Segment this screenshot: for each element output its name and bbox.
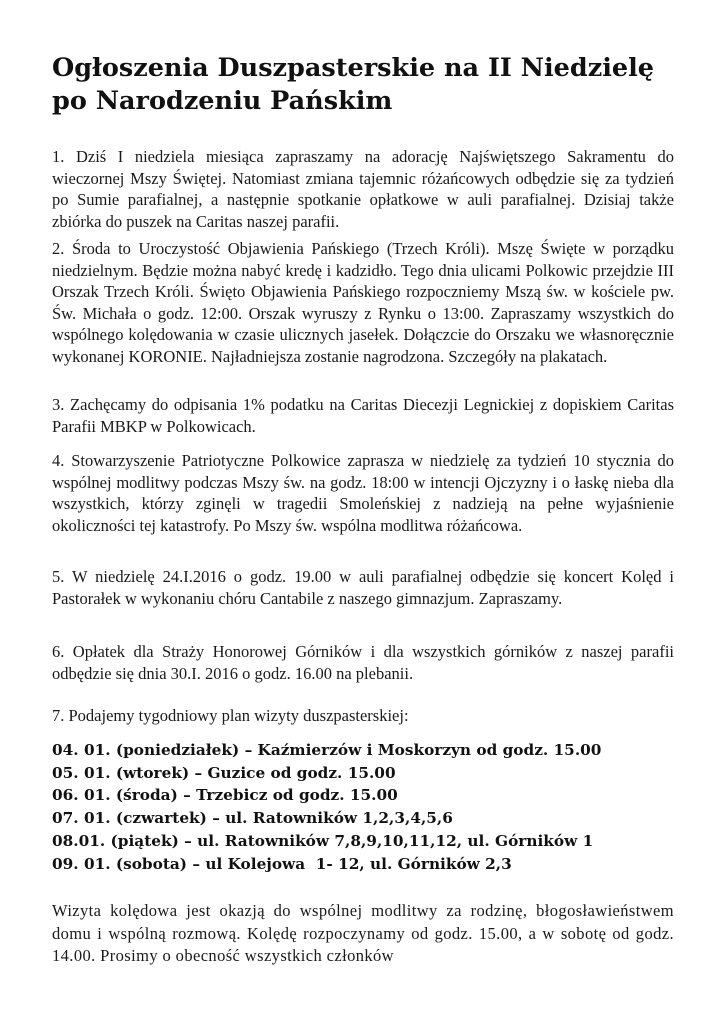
announcement-3: 3. Zachęcamy do odpisania 1% podatku na Caritas Diecezji Legnickiej z dopiskiem Caritas Parafii MBKP w Polkowicach. bbox=[52, 395, 674, 436]
schedule-item: 08.01. (piątek) – ul. Ratowników 7,8,9,10,11,12, ul. Górników 1 bbox=[52, 831, 594, 850]
announcement-6: 6. Opłatek dla Straży Honorowej Górników i dla wszystkich górników z naszej parafii odbędzie się dnia 30.I. 2016 o godz. 16.00 na plebanii. bbox=[52, 642, 674, 683]
schedule-item: 09. 01. (sobota) – ul Kolejowa 1- 12, ul. Górników 2,3 bbox=[52, 854, 512, 873]
announcement-5: 5. W niedzielę 24.I.2016 o godz. 19.00 w auli parafialnej odbędzie się koncert Kolęd i Pastorałek w wykonaniu chóru Cantabile z naszego gimnazjum. Zapraszamy. bbox=[52, 567, 674, 608]
announcement-1: 1. Dziś I niedziela miesiąca zapraszamy na adorację Najświętszego Sakramentu do wieczornej Mszy Świętej. Natomiast zmiana tajemnic różańcowych odbędzie się za tydzień po Sumie parafialnej, a następnie spotkanie opłatkowe w auli parafialnej. Dzisiaj także zbiórka do puszek na Caritas naszej parafii. bbox=[52, 147, 674, 231]
page-title: Ogłoszenia Duszpasterskie na II Niedzielę po Narodzeniu Pańskim bbox=[52, 53, 655, 116]
announcement-2: 2. Środa to Uroczystość Objawienia Pańskiego (Trzech Króli). Mszę Święte w porządku niedzielnym. Będzie można nabyć kredę i kadzidło. Tego dnia ulicami Polkowic przejdzie III Orszak Trzech Króli. Święto Objawienia Pańskiego rozpoczniemy Mszą św. w kościele pw. Św. Michała o godz. 12:00. Orszak wyruszy z Rynku o 13:00. Zapraszamy wszystkich do wspólnego kolędowania w czasie ulicznych jasełek. Dołączcie do Orszaku we własnoręcznie wykonanej KORONIE. Najładniejsza zostanie nagrodzona. Szczegóły na plakatach. bbox=[52, 239, 674, 366]
visit-schedule bbox=[52, 739, 682, 875]
announcement-4: 4. Stowarzyszenie Patriotyczne Polkowice zaprasza w niedzielę za tydzień 10 stycznia do wspólnej modlitwy podczas Mszy św. na godz. 18:00 w intencji Ojczyzny i o łaskę nieba dla wszystkich, którzy zginęli w tragedii Smoleńskiej z nadzieją na pełne wyjaśnienie okoliczności tej katastrofy. Po Mszy św. wspólna modlitwa różańcowa. bbox=[52, 451, 674, 535]
schedule-item: 07. 01. (czwartek) – ul. Ratowników 1,2,3,4,5,6 bbox=[52, 809, 453, 828]
schedule-item: 05. 01. (wtorek) – Guzice od godz. 15.00 bbox=[52, 763, 396, 782]
schedule-item: 04. 01. (poniedziałek) – Kaźmierzów i Moskorzyn od godz. 15.00 bbox=[52, 741, 602, 759]
announcement-7: 7. Podajemy tygodniowy plan wizyty duszpasterskiej: bbox=[52, 706, 409, 725]
closing-paragraph: Wizyta kolędowa jest okazją do wspólnej modlitwy za rodzinę, błogosławieństwem domu i wspólną rozmową. Kolędę rozpoczynamy od godz. 15.00, a w sobotę od godz. 14.00. Prosimy o obecność wszystkich członków bbox=[52, 901, 674, 965]
schedule-item: 06. 01. (środa) – Trzebicz od godz. 15.00 bbox=[52, 786, 398, 805]
